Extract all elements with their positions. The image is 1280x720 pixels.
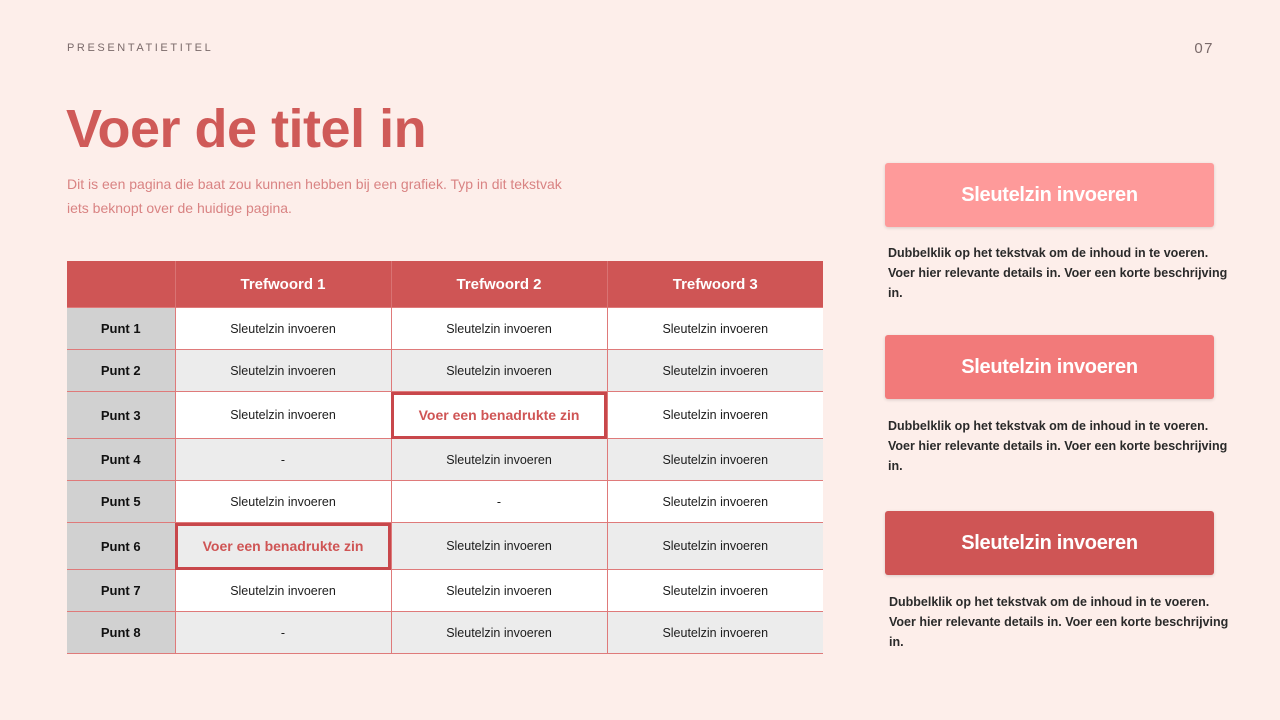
table-row: [67, 481, 823, 523]
table-cell[interactable]: Sleutelzin invoeren: [391, 612, 607, 654]
key-phrase-card-3[interactable]: Sleutelzin invoeren: [885, 511, 1214, 575]
table-cell[interactable]: Sleutelzin invoeren: [391, 308, 607, 350]
row-label[interactable]: Punt 3: [67, 392, 175, 439]
table-cell[interactable]: -: [175, 439, 391, 481]
table-cell[interactable]: Sleutelzin invoeren: [607, 439, 823, 481]
table-cell[interactable]: Sleutelzin invoeren: [607, 612, 823, 654]
eyebrow-title: PRESENTATIETITEL: [67, 42, 214, 54]
emphasized-cell[interactable]: Voer een benadrukte zin: [175, 523, 391, 570]
table-cell[interactable]: Sleutelzin invoeren: [175, 570, 391, 612]
table-row: [67, 612, 823, 654]
table-cell[interactable]: -: [391, 481, 607, 523]
header-corner: [67, 261, 175, 308]
header-keyword-1[interactable]: Trefwoord 1: [175, 261, 391, 308]
row-label[interactable]: Punt 4: [67, 439, 175, 481]
table-cell[interactable]: Sleutelzin invoeren: [175, 350, 391, 392]
table-cell[interactable]: Sleutelzin invoeren: [607, 350, 823, 392]
key-phrase-card-2[interactable]: Sleutelzin invoeren: [885, 335, 1214, 399]
table-cell[interactable]: -: [175, 612, 391, 654]
row-label[interactable]: Punt 7: [67, 570, 175, 612]
table-cell[interactable]: Sleutelzin invoeren: [607, 308, 823, 350]
card-description-3[interactable]: Dubbelklik op het tekstvak om de inhoud in te voeren. Voer hier relevante details in. Voer een korte beschrijving in.: [889, 595, 1229, 649]
table-cell[interactable]: Sleutelzin invoeren: [607, 570, 823, 612]
page-number: 07: [1194, 40, 1214, 57]
row-label[interactable]: Punt 8: [67, 612, 175, 654]
header-keyword-3[interactable]: Trefwoord 3: [607, 261, 823, 308]
row-label[interactable]: Punt 5: [67, 481, 175, 523]
table-row: [67, 350, 823, 392]
table-row: [67, 570, 823, 612]
row-label[interactable]: Punt 2: [67, 350, 175, 392]
page-title[interactable]: Voer de titel in: [66, 99, 427, 159]
table-header-row: [67, 261, 823, 308]
table-row: [67, 439, 823, 481]
table-cell[interactable]: Sleutelzin invoeren: [175, 392, 391, 439]
table-cell[interactable]: Sleutelzin invoeren: [391, 439, 607, 481]
table-cell[interactable]: Sleutelzin invoeren: [607, 481, 823, 523]
table-cell[interactable]: Sleutelzin invoeren: [175, 481, 391, 523]
table-cell[interactable]: Sleutelzin invoeren: [175, 308, 391, 350]
keyword-table: [67, 261, 823, 654]
table-cell[interactable]: Sleutelzin invoeren: [391, 570, 607, 612]
card-description-2[interactable]: Dubbelklik op het tekstvak om de inhoud in te voeren. Voer hier relevante details in. Voer een korte beschrijving in.: [888, 419, 1228, 473]
table-row: [67, 523, 823, 570]
emphasized-cell[interactable]: Voer een benadrukte zin: [391, 392, 607, 439]
table-row: [67, 392, 823, 439]
row-label[interactable]: Punt 1: [67, 308, 175, 350]
table-cell[interactable]: Sleutelzin invoeren: [607, 392, 823, 439]
key-phrase-card-1[interactable]: Sleutelzin invoeren: [885, 163, 1214, 227]
table-cell[interactable]: Sleutelzin invoeren: [391, 523, 607, 570]
header-keyword-2[interactable]: Trefwoord 2: [391, 261, 607, 308]
table-cell[interactable]: Sleutelzin invoeren: [607, 523, 823, 570]
row-label[interactable]: Punt 6: [67, 523, 175, 570]
table-row: [67, 308, 823, 350]
table-cell[interactable]: Sleutelzin invoeren: [391, 350, 607, 392]
card-description-1[interactable]: Dubbelklik op het tekstvak om de inhoud in te voeren. Voer hier relevante details in. Voer een korte beschrijving in.: [888, 246, 1228, 300]
page-subtitle[interactable]: Dit is een pagina die baat zou kunnen hebben bij een grafiek. Typ in dit tekstvak iets beknopt over de huidige pagina.: [67, 176, 562, 216]
